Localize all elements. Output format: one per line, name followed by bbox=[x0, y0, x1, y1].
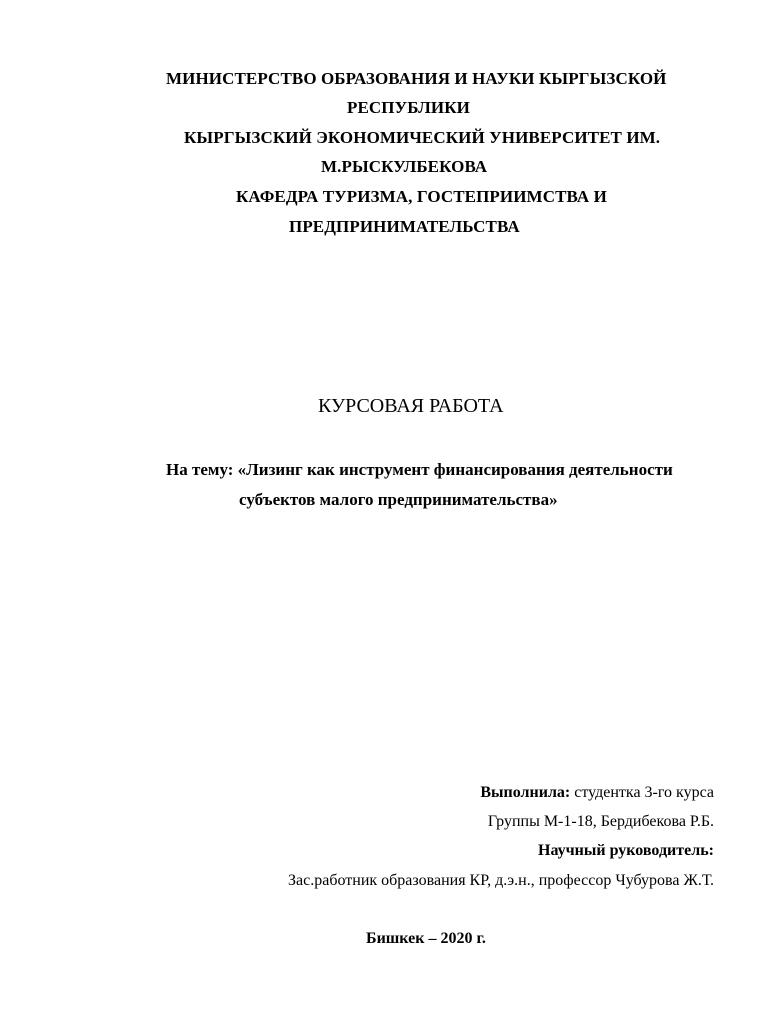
topic-line-1: На тему: «Лизинг как инструмент финансирования деятельности bbox=[166, 460, 673, 479]
performed-label: Выполнила: bbox=[480, 784, 571, 801]
header-department-name: ПРЕДПРИНИМАТЕЛЬСТВА bbox=[289, 217, 520, 236]
header-republic: РЕСПУБЛИКИ bbox=[347, 98, 470, 117]
performed-value: студентка 3-го курса bbox=[574, 784, 714, 801]
header-department: КАФЕДРА ТУРИЗМА, ГОСТЕПРИИМСТВА И bbox=[236, 187, 607, 206]
document-title: КУРСОВАЯ РАБОТА bbox=[318, 395, 504, 417]
performed-by bbox=[480, 785, 714, 801]
header-ministry: МИНИСТЕРСТВО ОБРАЗОВАНИЯ И НАУКИ КЫРГЫЗСКОЙ bbox=[166, 69, 667, 88]
topic-line-2: субъектов малого предпринимательства» bbox=[239, 490, 558, 509]
header-university-name: М.РЫСКУЛБЕКОВА bbox=[321, 157, 488, 176]
header-university: КЫРГЫЗСКИЙ ЭКОНОМИЧЕСКИЙ УНИВЕРСИТЕТ ИМ. bbox=[184, 128, 661, 147]
supervisor-value: Зас.работник образования КР, д.э.н., профессор Чубурова Ж.Т. bbox=[288, 872, 714, 889]
group-line: Группы М-1-18, Бердибекова Р.Б. bbox=[487, 813, 714, 830]
supervisor-label: Научный руководитель: bbox=[538, 842, 714, 859]
city-year: Бишкек – 2020 г. bbox=[366, 930, 486, 947]
